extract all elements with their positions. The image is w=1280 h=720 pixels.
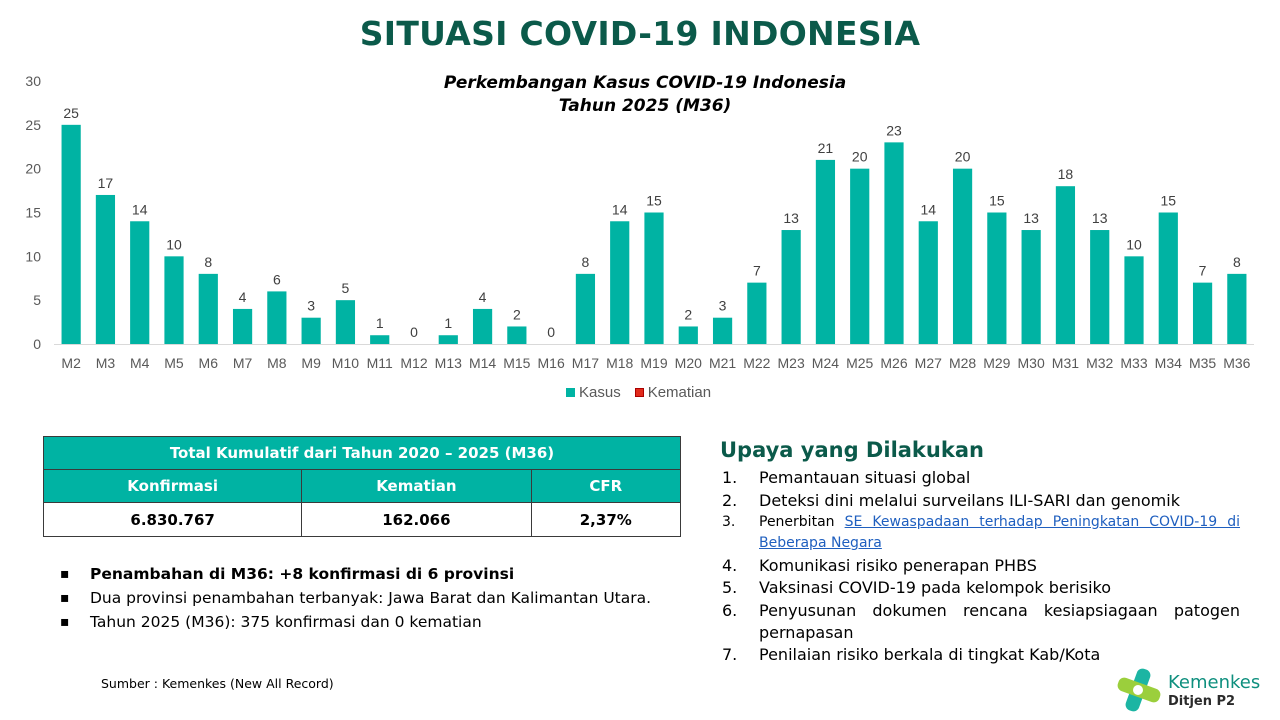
bar-kasus (267, 291, 286, 344)
bar-kasus (370, 335, 389, 344)
page-title: SITUASI COVID-19 INDONESIA (359, 14, 921, 53)
bar-kasus (1159, 213, 1178, 345)
bar-kasus (473, 309, 492, 344)
upaya-item: 2. Deteksi dini melalui surveilans ILI-SARI dan genomik (722, 490, 1180, 510)
data-label: 8 (581, 253, 590, 270)
bar-kasus (336, 300, 355, 344)
bar-kasus (987, 213, 1006, 345)
cumulative-table (43, 436, 681, 537)
x-tick-label: M32 (1086, 355, 1114, 371)
bar-kasus (199, 274, 218, 344)
x-tick-label: M10 (331, 355, 360, 371)
note-item: ▪ Penambahan di M36: +8 konfirmasi di 6 provinsi (60, 564, 672, 585)
data-label: 0 (547, 324, 556, 340)
upaya-item: 3. Penerbitan SE Kewaspadaan terhadap Peningkatan COVID-19 di Beberapa Negara (722, 514, 1241, 551)
chart-title-line1: Perkembangan Kasus COVID-19 Indonesia (443, 73, 847, 93)
bar-kasus (850, 169, 869, 344)
data-label: 3 (307, 297, 316, 314)
note-item: ▪ Dua provinsi penambahan terbanyak: Jawa Barat dan Kalimantan Utara. (60, 588, 672, 609)
x-tick-label: M2 (61, 355, 81, 371)
upaya-item: 1. Pemantauan situasi global (722, 468, 971, 487)
data-label: 3 (718, 297, 727, 314)
x-tick-label: M7 (232, 355, 253, 371)
x-tick-label: M19 (640, 355, 668, 371)
y-tick-label: 25 (25, 116, 41, 133)
bar-kasus (1022, 230, 1041, 344)
bar-kasus (713, 318, 732, 344)
bar-kasus (1193, 283, 1212, 344)
data-label: 14 (131, 201, 148, 218)
data-label: 1 (375, 315, 384, 332)
data-label: 1 (444, 315, 453, 332)
legend-label-kasus: Kasus (579, 384, 621, 401)
data-label: 6 (272, 271, 281, 288)
data-label: 10 (166, 236, 182, 253)
y-tick-label: 20 (25, 160, 41, 177)
bar-kasus (130, 221, 149, 344)
x-tick-label: M4 (129, 355, 150, 371)
upaya-item: 6. Penyusunan dokumen rencana kesiapsiagaan patogen pernapasan (722, 600, 1240, 642)
col-kematian: Kematian (302, 470, 531, 503)
data-label: 2 (512, 306, 521, 323)
data-label: 15 (1160, 192, 1177, 209)
x-tick-label: M31 (1051, 355, 1080, 371)
bar-kasus (610, 221, 629, 344)
cumulative-header: Total Kumulatif dari Tahun 2020 – 2025 (M36) (44, 437, 681, 470)
upaya-list (722, 467, 1240, 667)
data-label: 13 (783, 210, 799, 227)
bar-kasus (782, 230, 801, 344)
data-label: 25 (63, 104, 79, 121)
notes-list (60, 564, 672, 636)
data-label: 5 (341, 280, 350, 297)
data-label: 8 (204, 253, 213, 270)
bar-kasus (439, 335, 458, 344)
x-tick-label: M20 (674, 355, 702, 371)
x-tick-label: M14 (468, 355, 497, 371)
source-text: Sumber : Kemenkes (New All Record) (101, 676, 334, 691)
x-tick-label: M36 (1223, 355, 1251, 371)
chart-legend (566, 384, 711, 401)
upaya-title: Upaya yang Dilakukan (720, 438, 984, 462)
legend-swatch-kematian (635, 388, 644, 397)
bar-kasus (1056, 186, 1075, 344)
x-tick-label: M26 (880, 355, 908, 371)
bar-kasus (747, 283, 766, 344)
bar-kasus (233, 309, 252, 344)
data-label: 4 (238, 288, 247, 305)
y-tick-label: 5 (33, 292, 41, 309)
upaya-item: 7. Penilaian risiko berkala di tingkat Kab/Kota (722, 645, 1101, 664)
x-tick-label: M30 (1017, 355, 1045, 371)
x-tick-label: M28 (948, 355, 977, 371)
bar-kasus (164, 256, 183, 344)
bar-kasus (62, 125, 81, 344)
x-tick-label: M16 (537, 355, 565, 371)
x-tick-label: M8 (267, 355, 287, 371)
logo-sub: Ditjen P2 (1168, 694, 1236, 709)
logo-name: Kemenkes (1168, 672, 1261, 693)
y-tick-label: 30 (25, 73, 41, 89)
data-label: 14 (920, 201, 937, 218)
data-label: 14 (611, 201, 628, 218)
x-tick-label: M24 (811, 355, 840, 371)
bar-kasus (1124, 256, 1143, 344)
col-konfirmasi: Konfirmasi (44, 470, 302, 503)
y-tick-label: 15 (25, 204, 41, 221)
x-tick-label: M21 (708, 355, 737, 371)
bar-kasus (302, 318, 321, 344)
data-label: 13 (1091, 210, 1108, 227)
y-tick-label: 0 (33, 336, 41, 352)
data-label: 8 (1232, 253, 1241, 270)
upaya-item: 4. Komunikasi risiko penerapan PHBS (722, 555, 1037, 575)
se-kewaspadaan-link[interactable]: SE Kewaspadaan terhadap Peningkatan COVID-19 di Beberapa Negara (759, 514, 1241, 551)
bar-kasus (644, 213, 663, 345)
bar-kasus (1227, 274, 1246, 344)
x-tick-label: M35 (1188, 355, 1217, 371)
value-kematian: 162.066 (302, 503, 531, 537)
x-tick-label: M9 (301, 355, 321, 371)
x-tick-label: M27 (914, 355, 942, 371)
data-label: 15 (989, 192, 1005, 209)
data-label: 20 (851, 148, 868, 165)
data-label: 23 (886, 122, 902, 139)
data-label: 7 (752, 262, 761, 279)
x-tick-label: M3 (95, 355, 116, 371)
data-label: 2 (684, 306, 693, 323)
bar-kasus (884, 142, 903, 344)
x-tick-label: M17 (571, 355, 600, 371)
data-label: 13 (1023, 210, 1039, 227)
x-tick-label: M25 (846, 355, 874, 371)
data-label: 4 (478, 288, 487, 305)
data-label: 20 (954, 148, 971, 165)
data-label: 7 (1198, 262, 1207, 279)
col-cfr: CFR (531, 470, 680, 503)
bar-kasus (507, 326, 526, 344)
legend-label-kematian: Kematian (647, 384, 712, 401)
data-label: 21 (817, 139, 834, 156)
data-label: 18 (1057, 166, 1074, 183)
x-tick-label: M15 (503, 355, 531, 371)
bar-kasus (576, 274, 595, 344)
data-label: 0 (410, 324, 418, 340)
x-tick-label: M13 (434, 355, 462, 371)
bar-kasus (1090, 230, 1109, 344)
x-tick-label: M6 (198, 355, 219, 371)
x-tick-label: M33 (1120, 355, 1148, 371)
value-cfr: 2,37% (531, 503, 680, 537)
note-item: ▪ Tahun 2025 (M36): 375 konfirmasi dan 0 kematian (60, 612, 672, 633)
legend-swatch-kasus (566, 388, 575, 397)
upaya-item: 5. Vaksinasi COVID-19 pada kelompok berisiko (722, 578, 1112, 597)
x-tick-label: M29 (983, 355, 1011, 371)
bar-kasus (679, 326, 698, 344)
bar-kasus (919, 221, 938, 344)
x-tick-label: M23 (777, 355, 805, 371)
bar-chart (0, 70, 1280, 380)
data-label: 10 (1126, 236, 1142, 253)
x-tick-label: M22 (743, 355, 771, 371)
x-tick-label: M34 (1154, 355, 1182, 371)
x-tick-label: M5 (164, 355, 184, 371)
x-tick-label: M11 (366, 355, 393, 371)
bar-kasus (953, 169, 972, 344)
y-tick-label: 10 (25, 248, 41, 265)
bar-kasus (96, 195, 115, 344)
value-konfirmasi: 6.830.767 (44, 503, 302, 537)
x-tick-label: M18 (606, 355, 634, 371)
bar-kasus (816, 160, 835, 344)
data-label: 15 (646, 192, 662, 209)
data-label: 17 (97, 174, 114, 191)
x-tick-label: M12 (400, 355, 428, 371)
chart-title-line2: Tahun 2025 (M36) (558, 96, 732, 116)
